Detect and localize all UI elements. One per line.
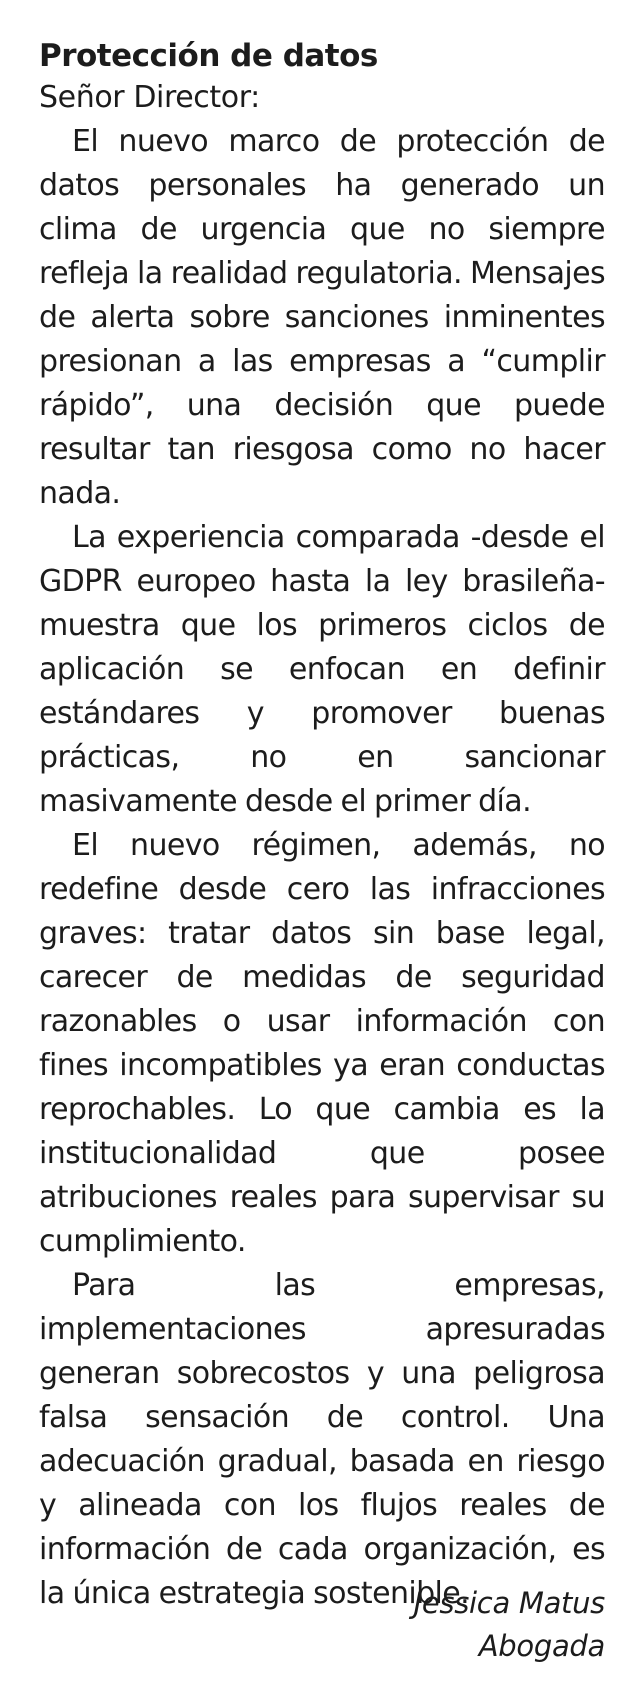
letter-body [39,120,605,1616]
signature-block [414,1582,605,1668]
letter-to-editor [39,36,605,1616]
signature-role: Abogada [478,1629,605,1663]
body-paragraph: El nuevo marco de protección de datos personales ha generado un clima de urgencia que no siempre refleja la realidad regulatoria. Mensajes de alerta sobre sanciones inminentes presionan a las empresas a “cumplir rápido”, una decisión que puede resultar tan riesgosa como no hacer nada. [39,124,605,511]
body-paragraph: Para las empresas, implementaciones apresuradas generan sobrecostos y una peligrosa falsa sensación de control. Una adecuación gradual, basada en riesgo y alineada con los flujos reales de información de cada organización, es la única estrategia sostenible. [39,1268,605,1611]
body-paragraph: El nuevo régimen, además, no redefine desde cero las infracciones graves: tratar datos sin base legal, carecer de medidas de seguridad razonables o usar información con fines incompatibles ya eran conductas reprochables. Lo que cambia es la institucionalidad que posee atribuciones reales para supervisar su cumplimiento. [39,828,605,1259]
body-paragraph: La experiencia comparada -desde el GDPR europeo hasta la ley brasileña- muestra que los primeros ciclos de aplicación se enfocan en definir estándares y promover buenas prácticas, no en sancionar masivamente desde el primer día. [39,520,605,819]
letter-salutation: Señor Director: [39,80,260,115]
signature-name: Jessica Matus [413,1586,605,1620]
letter-title: Protección de datos [39,38,378,74]
